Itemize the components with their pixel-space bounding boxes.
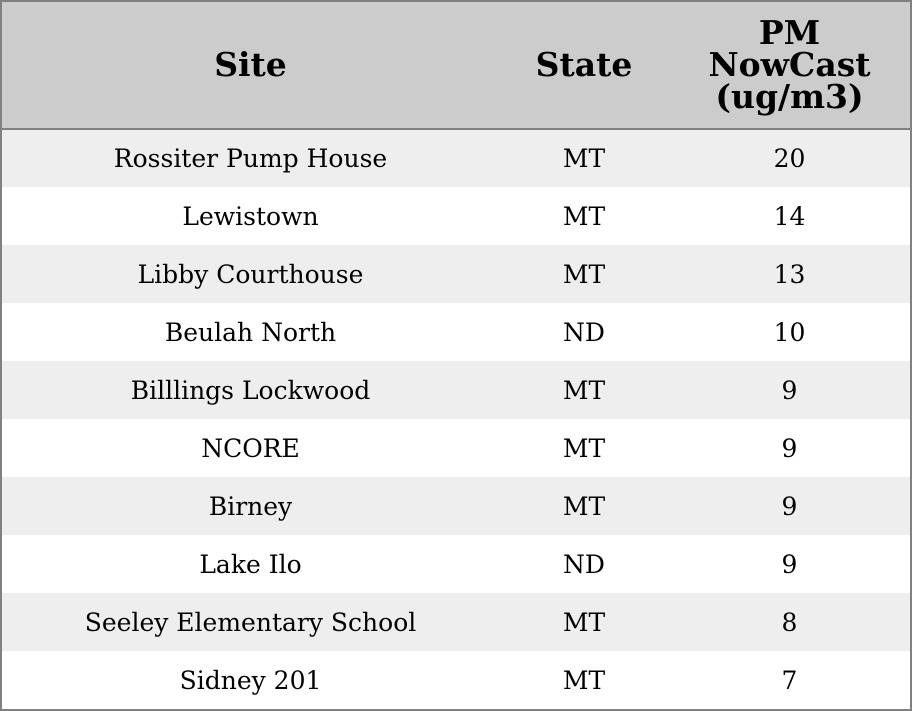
cell-state: MT <box>562 201 606 231</box>
cell-state: ND <box>563 549 605 579</box>
cell-site: Billlings Lockwood <box>130 375 371 405</box>
table-body <box>2 129 910 709</box>
cell-site: Sidney 201 <box>179 665 322 695</box>
cell-pm: 9 <box>781 491 798 521</box>
cell-pm: 14 <box>773 201 806 231</box>
table-row <box>2 187 910 245</box>
cell-pm: 9 <box>781 433 798 463</box>
cell-pm: 8 <box>781 607 798 637</box>
header-site: Site <box>2 2 499 129</box>
cell-state: MT <box>562 491 606 521</box>
table-row <box>2 593 910 651</box>
header-pm-line1: PM <box>758 13 821 52</box>
cell-pm: 7 <box>781 665 798 695</box>
table-row <box>2 419 910 477</box>
table-row <box>2 535 910 593</box>
cell-pm: 10 <box>773 317 806 347</box>
cell-state: MT <box>562 607 606 637</box>
cell-state: MT <box>562 375 606 405</box>
cell-site: Libby Courthouse <box>137 259 364 289</box>
table-header <box>2 2 910 129</box>
table-row <box>2 361 910 419</box>
cell-site: Birney <box>208 491 293 521</box>
cell-pm: 9 <box>781 375 798 405</box>
cell-state: MT <box>562 433 606 463</box>
table-row <box>2 303 910 361</box>
header-row <box>2 2 910 129</box>
cell-pm: 20 <box>773 144 806 173</box>
cell-site: Seeley Elementary School <box>84 607 417 637</box>
cell-state: MT <box>562 665 606 695</box>
cell-site: Beulah North <box>164 317 337 347</box>
cell-state: MT <box>562 144 606 173</box>
header-state: State <box>499 2 669 129</box>
table-row <box>2 651 910 709</box>
header-pm-nowcast <box>669 2 910 129</box>
cell-pm: 9 <box>781 549 798 579</box>
table-row <box>2 477 910 535</box>
pm-nowcast-table <box>2 2 910 709</box>
cell-site: Lewistown <box>182 201 319 231</box>
header-pm-line3: (ug/m3) <box>715 77 864 116</box>
table-row <box>2 129 910 187</box>
header-pm-line2: NowCast <box>708 45 871 84</box>
cell-site: Rossiter Pump House <box>113 144 388 173</box>
table-row <box>2 245 910 303</box>
cell-pm: 13 <box>773 259 806 289</box>
cell-state: ND <box>563 317 605 347</box>
cell-state: MT <box>562 259 606 289</box>
cell-site: Lake Ilo <box>199 549 302 579</box>
cell-site: NCORE <box>201 433 300 463</box>
